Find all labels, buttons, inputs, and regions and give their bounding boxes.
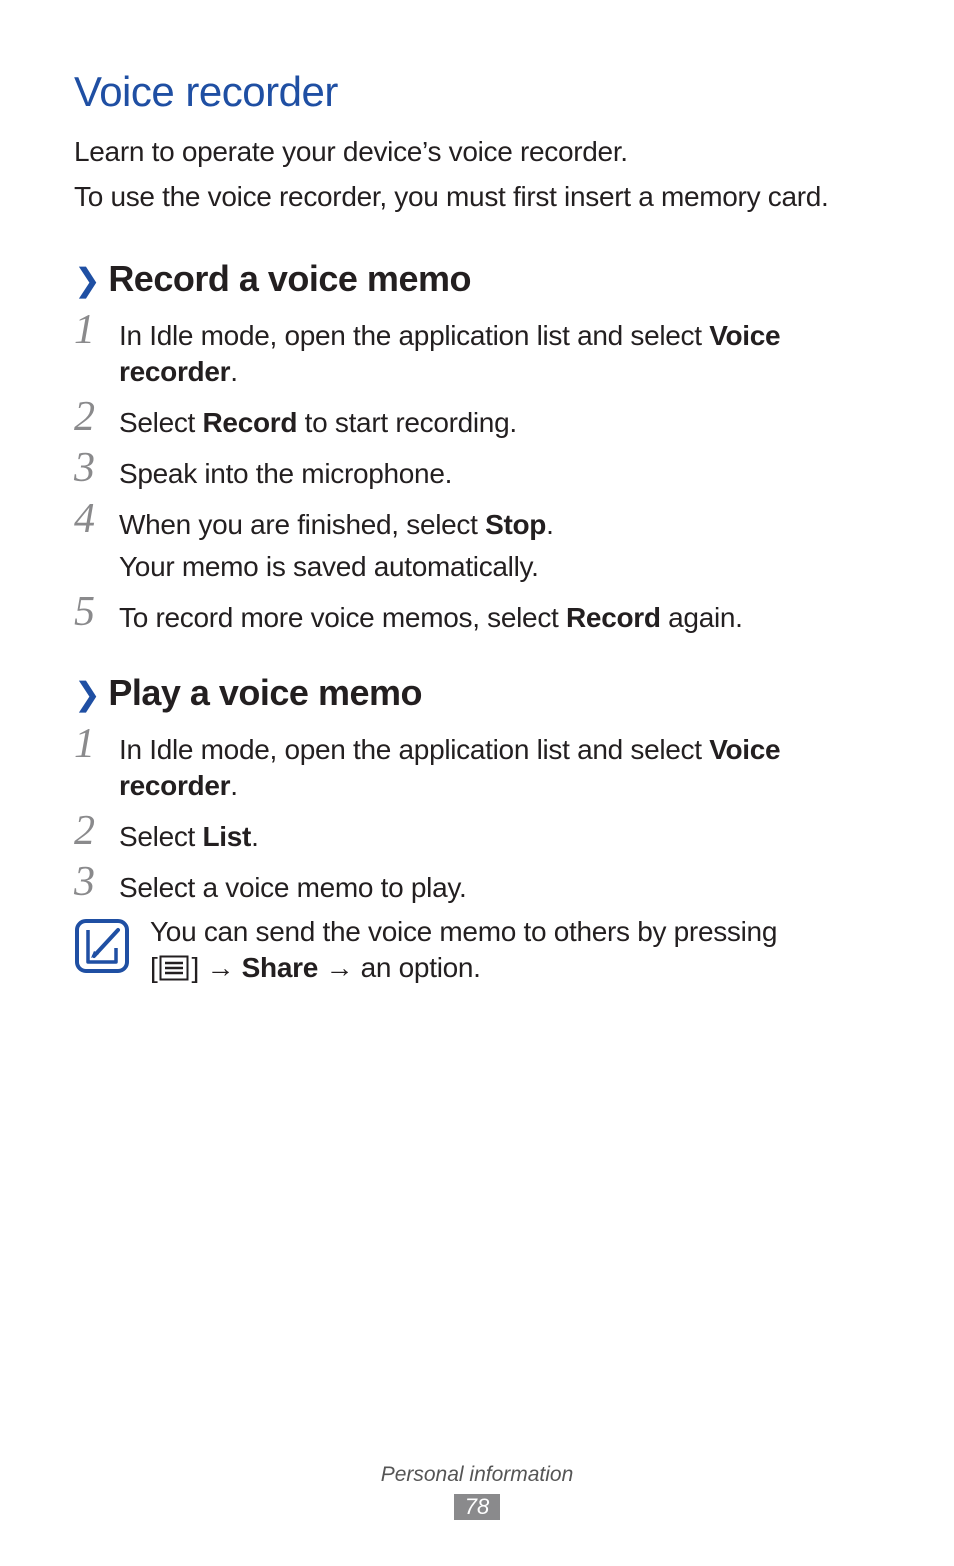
step-text: In Idle mode, open the application list and select Voice recorder. [119, 320, 781, 387]
step-number: 1 [74, 721, 95, 767]
step-text: To record more voice memos, select Record again. [119, 602, 743, 633]
step-text: Select Record to start recording. [119, 407, 517, 438]
page-title: Voice recorder [74, 68, 338, 115]
section-title-record [74, 258, 471, 300]
footer-section-name: Personal information [380, 1463, 574, 1486]
section-heading: Record a voice memo [108, 258, 471, 299]
intro-line-1: Learn to operate your device’s voice recorder. [74, 136, 628, 167]
step-number: 4 [74, 496, 95, 542]
step-number: 5 [74, 589, 95, 635]
step-number: 2 [74, 394, 95, 440]
step-number: 3 [74, 859, 95, 905]
step-text: Select a voice memo to play. [119, 872, 467, 903]
intro-line-2: To use the voice recorder, you must first insert a memory card. [74, 181, 829, 212]
section-heading: Play a voice memo [108, 672, 422, 713]
step-text: Speak into the microphone. [119, 458, 453, 489]
chevron-right-icon: ❯ [74, 676, 101, 712]
step-number: 2 [74, 808, 95, 854]
step-text-line-2: Your memo is saved automatically. [119, 551, 539, 582]
step-text: When you are finished, select Stop. Your memo is saved automatically. [119, 507, 899, 585]
note-pencil-icon [74, 918, 130, 974]
chevron-right-icon: ❯ [74, 262, 101, 298]
step-number: 3 [74, 445, 95, 491]
page-number: 78 [454, 1494, 500, 1520]
step-text: Select List. [119, 821, 259, 852]
menu-key-icon [159, 955, 189, 981]
note-text: You can send the voice memo to others by pressing [ ] → Share → an option. [150, 916, 778, 983]
step-text: In Idle mode, open the application list and select Voice recorder. [119, 734, 781, 801]
section-title-play [74, 672, 422, 714]
step-number: 1 [74, 307, 95, 353]
